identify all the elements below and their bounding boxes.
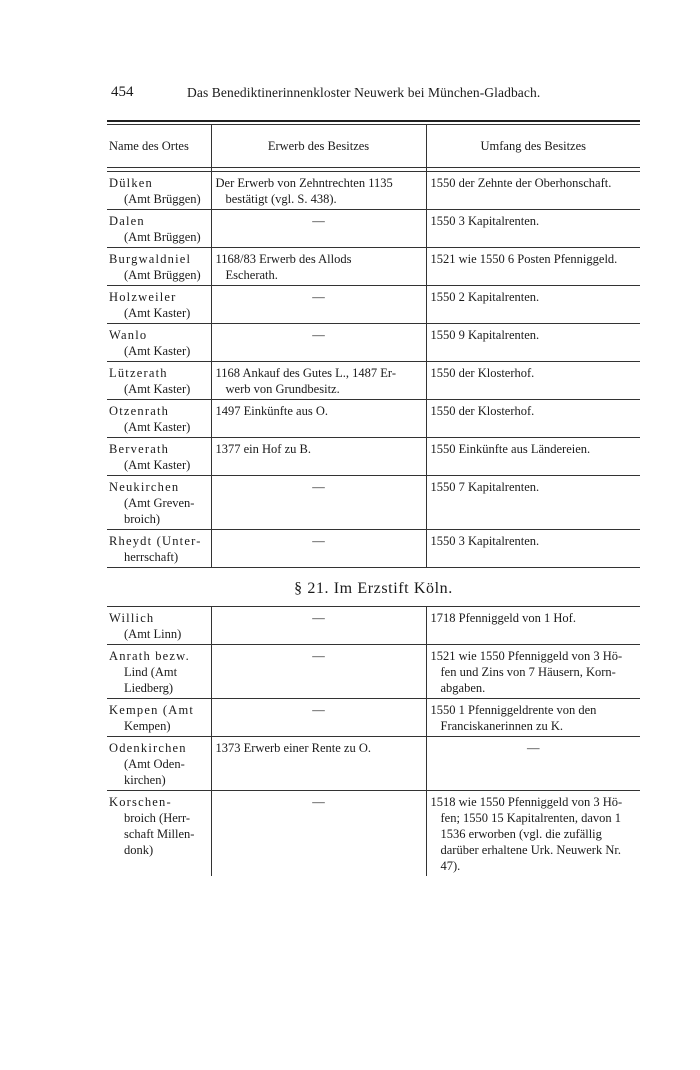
place-district: (Amt Kaster)	[124, 344, 191, 358]
place-cell	[107, 699, 211, 737]
acquisition-text-cont: bestätigt (vgl. S. 438).	[225, 192, 337, 206]
place-cell	[107, 324, 211, 362]
extent-cell	[426, 362, 640, 400]
table-row	[107, 530, 640, 568]
extent-text: 1718 Pfenniggeld von 1 Hof.	[430, 611, 576, 625]
place-name: Dalen	[109, 214, 145, 228]
top-rule	[107, 120, 640, 122]
acquisition-text-cont: Escherath.	[225, 268, 278, 282]
acquisition-cell	[211, 530, 426, 568]
extent-text: 1550 9 Kapitalrenten.	[430, 328, 540, 342]
extent-cell	[426, 737, 640, 791]
place-cell	[107, 607, 211, 645]
place-cell	[107, 530, 211, 568]
acquisition-cell	[211, 737, 426, 791]
acquisition-text: —	[312, 290, 325, 304]
place-district: (Amt Kaster)	[124, 382, 191, 396]
place-district: (Amt Brüggen)	[124, 192, 201, 206]
table-part-1	[107, 125, 640, 567]
extent-text: 1550 7 Kapitalrenten.	[430, 480, 540, 494]
place-cell	[107, 210, 211, 248]
acquisition-text: —	[312, 480, 325, 494]
column-header-umfang: Umfang des Besitzes	[426, 125, 640, 168]
acquisition-text: —	[312, 649, 325, 663]
place-cell	[107, 791, 211, 877]
extent-text: 1521 wie 1550 6 Posten Pfenniggeld.	[430, 252, 618, 266]
place-name: Lützerath	[109, 366, 168, 380]
place-cell	[107, 172, 211, 210]
place-district: (Amt Kaster)	[124, 420, 191, 434]
place-district: (Amt Greven-broich)	[124, 496, 195, 526]
extent-text-cont: Franciskanerinnen zu K.	[440, 719, 564, 733]
acquisition-text: —	[312, 703, 325, 717]
place-district: (Amt Brüggen)	[124, 230, 201, 244]
acquisition-text: —	[312, 611, 325, 625]
place-cell	[107, 362, 211, 400]
place-district: (Amt Oden-kirchen)	[124, 757, 185, 787]
extent-cell	[426, 476, 640, 530]
extent-cell	[426, 791, 640, 877]
place-cell	[107, 737, 211, 791]
table-row	[107, 400, 640, 438]
extent-text: 1550 3 Kapitalrenten.	[430, 214, 540, 228]
extent-text: 1550 Einkünfte aus Ländereien.	[430, 442, 591, 456]
acquisition-cell	[211, 248, 426, 286]
extent-cell	[426, 530, 640, 568]
extent-cell	[426, 699, 640, 737]
acquisition-cell	[211, 699, 426, 737]
place-district: Kempen)	[124, 719, 171, 733]
column-header-name: Name des Ortes	[107, 125, 211, 168]
table-row	[107, 362, 640, 400]
acquisition-cell	[211, 476, 426, 530]
place-district: broich (Herr-schaft Millen-donk)	[124, 811, 195, 857]
extent-text: 1550 der Klosterhof.	[430, 404, 535, 418]
extent-cell	[426, 172, 640, 210]
place-district: (Amt Kaster)	[124, 306, 191, 320]
table-row	[107, 210, 640, 248]
place-name: Berverath	[109, 442, 170, 456]
column-header-erwerb: Erwerb des Besitzes	[211, 125, 426, 168]
acquisition-text: —	[312, 214, 325, 228]
extent-cell	[426, 286, 640, 324]
place-district: (Amt Linn)	[124, 627, 182, 641]
place-district: (Amt Kaster)	[124, 458, 191, 472]
place-cell	[107, 400, 211, 438]
extent-cell	[426, 248, 640, 286]
table-row	[107, 737, 640, 791]
extent-cell	[426, 438, 640, 476]
acquisition-cell	[211, 438, 426, 476]
extent-cell	[426, 210, 640, 248]
place-district: (Amt Brüggen)	[124, 268, 201, 282]
place-name: Burgwaldniel	[109, 252, 192, 266]
place-name: Dülken	[109, 176, 153, 190]
place-district: herrschaft)	[124, 550, 179, 564]
extent-text-cont: fen; 1550 15 Kapitalrenten, davon 1 1536 erworben (vgl. die zufällig darüber erhaltene Urk. Neuwerk Nr. 47).	[440, 811, 622, 873]
place-name: Willich	[109, 611, 155, 625]
acquisition-cell	[211, 210, 426, 248]
acquisition-text: 1377 ein Hof zu B.	[215, 442, 311, 456]
extent-cell	[426, 324, 640, 362]
place-cell	[107, 286, 211, 324]
acquisition-text: 1497 Einkünfte aus O.	[215, 404, 328, 418]
place-cell	[107, 248, 211, 286]
extent-text: —	[527, 741, 540, 755]
place-name: Rheydt (Unter-	[109, 534, 202, 548]
table-row	[107, 645, 640, 699]
table-row	[107, 324, 640, 362]
acquisition-cell	[211, 172, 426, 210]
extent-cell	[426, 400, 640, 438]
table-row	[107, 699, 640, 737]
table-row	[107, 607, 640, 645]
acquisition-text: Der Erwerb von Zehntrechten 1135	[215, 176, 393, 190]
table-row	[107, 438, 640, 476]
place-name: Odenkirchen	[109, 741, 187, 755]
running-title: Das Benediktinerinnenkloster Neuwerk bei München-Gladbach.	[187, 85, 541, 100]
acquisition-cell	[211, 362, 426, 400]
table-row	[107, 248, 640, 286]
place-cell	[107, 476, 211, 530]
acquisition-text: —	[312, 328, 325, 342]
extent-text: 1550 2 Kapitalrenten.	[430, 290, 540, 304]
acquisition-cell	[211, 645, 426, 699]
table-row	[107, 172, 640, 210]
table-row	[107, 791, 640, 877]
place-name: Holzweiler	[109, 290, 177, 304]
extent-text-cont: fen und Zins von 7 Häusern, Korn-abgaben.	[440, 665, 616, 695]
extent-text: 1550 1 Pfenniggeldrente von den	[430, 703, 597, 717]
place-name: Wanlo	[109, 328, 148, 342]
place-cell	[107, 438, 211, 476]
extent-text: 1550 der Klosterhof.	[430, 366, 535, 380]
place-name: Otzenrath	[109, 404, 170, 418]
acquisition-text: —	[312, 534, 325, 548]
acquisition-text-cont: werb von Grundbesitz.	[225, 382, 340, 396]
acquisition-text: 1168/83 Erwerb des Allods	[215, 252, 352, 266]
extent-cell	[426, 645, 640, 699]
acquisition-cell	[211, 286, 426, 324]
acquisition-cell	[211, 324, 426, 362]
table-part-2	[107, 607, 640, 876]
table-row	[107, 286, 640, 324]
acquisition-cell	[211, 791, 426, 877]
acquisition-text: —	[312, 795, 325, 809]
place-name: Anrath bezw.	[109, 649, 190, 663]
acquisition-text: 1168 Ankauf des Gutes L., 1487 Er-	[215, 366, 397, 380]
extent-text: 1550 der Zehnte der Oberhonschaft.	[430, 176, 612, 190]
extent-text: 1550 3 Kapitalrenten.	[430, 534, 540, 548]
extent-text: 1521 wie 1550 Pfenniggeld von 3 Hö-	[430, 649, 623, 663]
place-cell	[107, 645, 211, 699]
acquisition-cell	[211, 607, 426, 645]
extent-cell	[426, 607, 640, 645]
table-row	[107, 476, 640, 530]
acquisition-text: 1373 Erwerb einer Rente zu O.	[215, 741, 371, 755]
place-district: Lind (Amt Liedberg)	[124, 665, 178, 695]
page-header	[111, 84, 638, 104]
possessions-table	[107, 120, 640, 876]
section-heading: § 21. Im Erzstift Köln.	[107, 567, 640, 607]
place-name: Kempen (Amt	[109, 703, 195, 717]
extent-text: 1518 wie 1550 Pfenniggeld von 3 Hö-	[430, 795, 623, 809]
place-name: Korschen-	[109, 795, 172, 809]
acquisition-cell	[211, 400, 426, 438]
page-number: 454	[111, 84, 134, 100]
place-name: Neukirchen	[109, 480, 180, 494]
